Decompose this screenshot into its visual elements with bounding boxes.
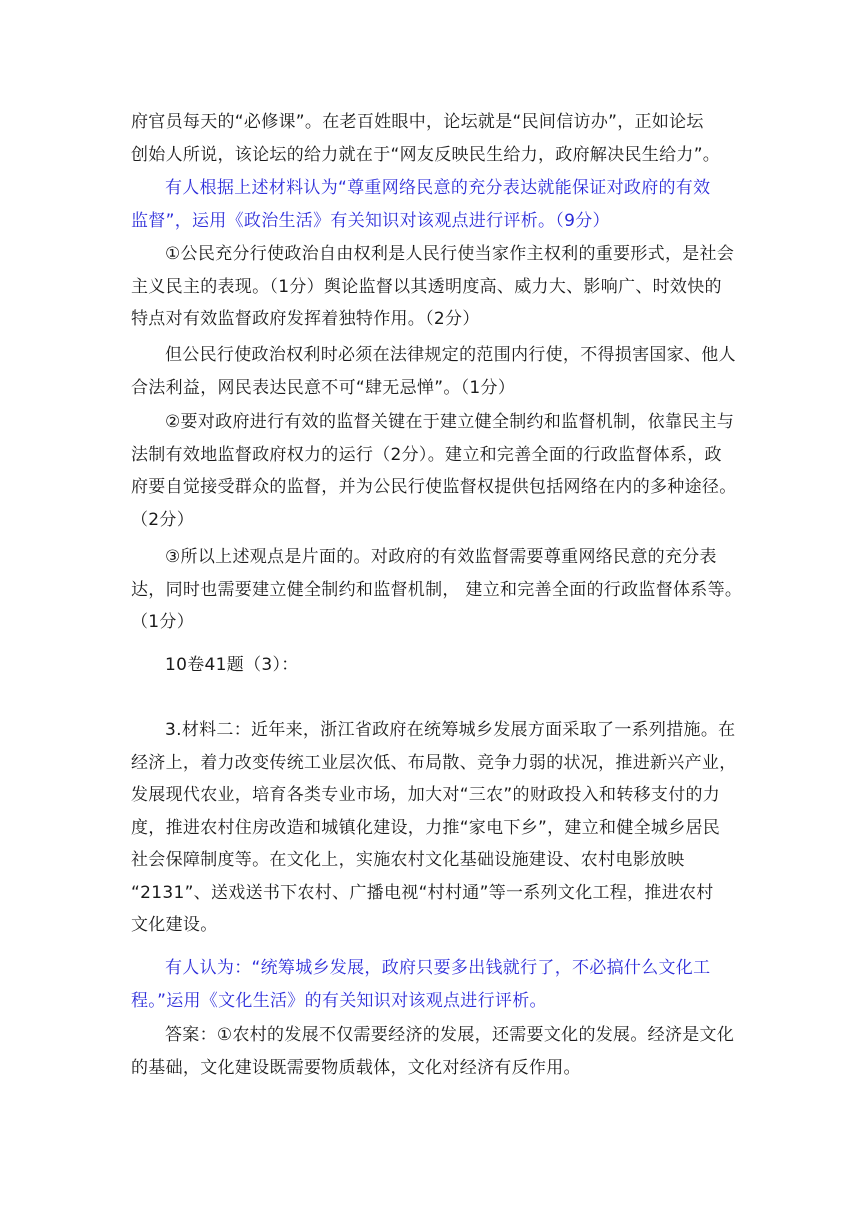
material-line: 文化建设。	[131, 915, 218, 935]
material-line: 经济上，着力改变传统工业层次低、布局散、竞争力弱的状况，推进新兴产业，	[131, 752, 737, 773]
answer-line: 特点对有效监督政府发挥着独特作用。（2分）	[131, 309, 480, 329]
material-line: 3.材料二：近年来，浙江省政府在统筹城乡发展方面采取了一系列措施。在	[165, 720, 736, 740]
answer-line: ②要对政府进行有效的监督关键在于建立健全制约和监督机制，依靠民主与	[165, 412, 735, 432]
answer-line: ③所以上述观点是片面的。对政府的有效监督需要尊重网络民意的充分表	[165, 547, 717, 567]
answer-line: 但公民行使政治权利时必须在法律规定的范围内行使，不得损害国家、他人	[165, 345, 736, 365]
section-heading: 10卷41题（3）：	[165, 655, 299, 675]
question-line: 有人根据上述材料认为“尊重网络民意的充分表达就能保证对政府的有效	[165, 178, 711, 198]
material2	[131, 714, 737, 942]
answer1-point3	[131, 541, 743, 639]
text-line: 创始人所说，该论坛的给力就在于“网友反映民生给力，政府解决民生给力”。	[131, 144, 721, 165]
answer-line: 达，同时也需要建立健全制约和监督机制， 建立和完善全面的行政监督体系等。	[131, 579, 743, 600]
material-line: 社会保障制度等。在文化上，实施农村文化基础设施建设、农村电影放映	[131, 850, 685, 870]
question-line: 程。”运用《文化生活》的有关知识对该观点进行评析。	[131, 990, 547, 1011]
answer-line: 合法利益，网民表达民意不可“肆无忌惮”。（1分）	[131, 377, 516, 398]
material-line: 度，推进农村住房改造和城镇化建设，力推“家电下乡”，建立和健全城乡居民	[131, 817, 721, 838]
material-line: 发展现代农业，培育各类专业市场，加大对“三农”的财政投入和转移支付的力	[131, 785, 721, 805]
answer-line: 府要自觉接受群众的监督，并为公民行使监督权提供包括网络在内的多种途径。	[131, 477, 737, 497]
answer-line: 的基础，文化建设既需要物质载体，文化对经济有反作用。	[131, 1057, 581, 1078]
answer-line: （2分）	[131, 509, 195, 530]
question-line: 监督”，运用《政治生活》有关知识对该观点进行评析。（9分）	[131, 210, 610, 231]
section2-heading	[131, 649, 731, 682]
answer1-point1-cont	[131, 339, 736, 404]
answer1-point1	[131, 238, 735, 336]
question2	[131, 952, 731, 1017]
material1-continuation	[131, 106, 731, 171]
answer1-point2	[131, 406, 737, 536]
answer-line: 答案：①农村的发展不仅需要经济的发展，还需要文化的发展。经济是文化	[165, 1025, 735, 1045]
text-line: 府官员每天的“必修课”。在老百姓眼中，论坛就是“民间信访办”，正如论坛	[131, 112, 704, 132]
answer-line: ①公民充分行使政治自由权利是人民行使当家作主权利的重要形式，是社会	[165, 244, 735, 264]
answer2	[131, 1019, 735, 1084]
question1	[131, 172, 731, 237]
answer-line: （1分）	[131, 612, 195, 632]
answer-line: 法制有效地监督政府权力的运行（2分）。建立和完善全面的行政监督体系，政	[131, 444, 722, 465]
question-line: 有人认为：“统筹城乡发展，政府只要多出钱就行了，不必搞什么文化工	[165, 958, 711, 978]
answer-line: 主义民主的表现。（1分）舆论监督以其透明度高、威力大、影响广、时效快的	[131, 276, 722, 297]
material-line: “2131”、送戏送书下农村、广播电视“村村通”等一系列文化工程，推进农村	[131, 882, 714, 903]
